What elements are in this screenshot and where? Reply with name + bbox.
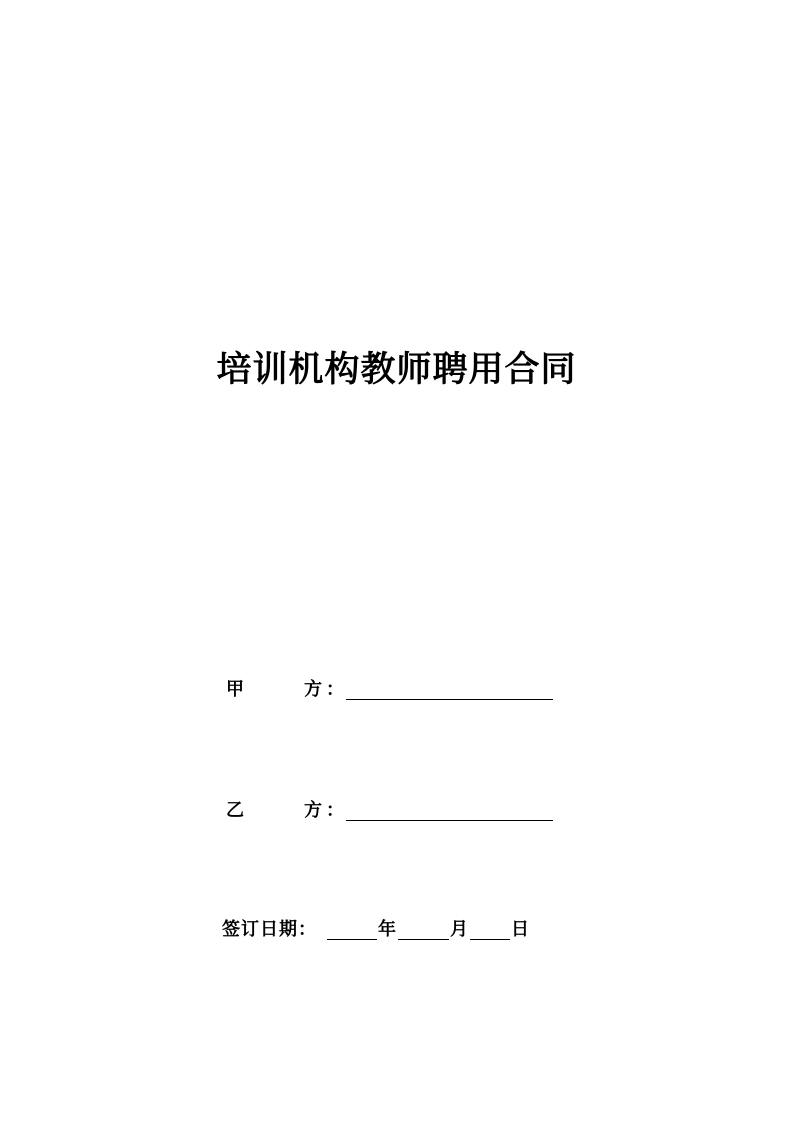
party-b-colon: ： <box>326 800 344 821</box>
party-a-label-char2: 方 <box>304 679 322 700</box>
party-a-blank-line[interactable] <box>346 699 553 700</box>
party-b-label-char1: 乙 <box>226 800 244 821</box>
party-b-label-char2: 方 <box>304 800 322 821</box>
page-title: 培训机构教师聘用合同 <box>216 349 577 390</box>
sign-date-month-unit: 月 <box>450 919 468 940</box>
sign-date-year-unit: 年 <box>378 919 396 940</box>
sign-date-month-blank[interactable] <box>398 939 449 940</box>
sign-date-year-blank[interactable] <box>327 939 377 940</box>
sign-date-day-blank[interactable] <box>470 939 510 940</box>
sign-date-label: 签订日期： <box>222 919 317 940</box>
party-a-label-char1: 甲 <box>226 679 244 700</box>
party-a-colon: ： <box>326 679 344 700</box>
sign-date-day-unit: 日 <box>511 919 529 940</box>
party-b-blank-line[interactable] <box>346 820 553 821</box>
